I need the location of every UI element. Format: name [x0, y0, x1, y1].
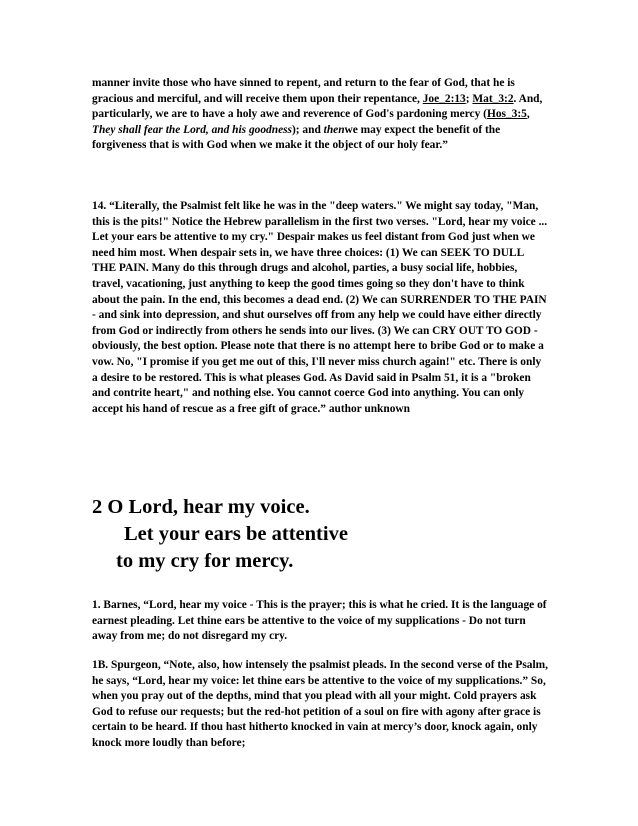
- verse-line-2: Let your ears be attentive: [124, 523, 348, 545]
- text-run: ;: [465, 92, 473, 105]
- verse-line-3: to my cry for mercy.: [116, 550, 294, 572]
- verse-line-1: 2 O Lord, hear my voice.: [92, 496, 310, 518]
- text-run: ); and: [292, 123, 324, 136]
- paragraph-continuation: [92, 76, 548, 154]
- paragraph-spurgeon: 1B. Spurgeon, “Note, also, how intensely the psalmist pleads. In the second verse of the Psalm, he says, “Lord, hear my voice: let thine ears be attentive to the voice of my supplications.” So, when you pray out of the depths, mind that you plead with all your might. Cold prayers ask God to refuse our requests; but the red-hot petition of a soul on fire with agony after grace is certain to be heard. If thou hast hitherto knocked in vain at mercy’s door, knock again, only knock more loudly than before;: [92, 659, 548, 749]
- italic-word: then: [323, 123, 345, 136]
- scripture-link-matthew[interactable]: Mat_3:2: [472, 92, 514, 105]
- paragraph-14-author-unknown: 14. “Literally, the Psalmist felt like he was in the "deep waters." We might say today, "Man, this is the pits!" Notice the Hebrew parallelism in the first two verses. "Lord, hear my voice ... Let your ears be attentive to my cry." Despair makes us feel distant from God just when we need him most. When despair sets in, we have three choices: (1) We can SEEK TO DULL THE PAIN. Many do this through drugs and alcohol, parties, a busy social life, hobbies, travel, vacationing, just anything to keep the good times going so they don't have to think about the pain. In the end, this becomes a dead end. (2) We can SURRENDER TO THE PAIN - and sink into depression, and shut ourselves off from any help we could have either directly from God or indirectly from others he sends into our lives. (3) We can CRY OUT TO GOD - obviously, the best option. Please note that there is no attempt here to bribe God or to make a vow. No, "I promise if you get me out of this, I'll never miss church again!" etc. There is only a desire to be restored. This is what pleases God. As David said in Psalm 51, it is a "broken and contrite heart," and nothing else. You cannot coerce God into anything. You can only accept his hand of rescue as a free gift of grace.” author unknown: [92, 200, 548, 415]
- text-run: we may expect the benefit of the forgiveness that is with God when we make it the object of our holy fear.”: [92, 123, 501, 152]
- paragraph-barnes: 1. Barnes, “Lord, hear my voice - This is the prayer; this is what he cried. It is the language of earnest pleading. Let thine ears be attentive to the voice of my supplications - Do not turn away from me; do not disregard my cry.: [92, 599, 547, 643]
- scripture-link-joel[interactable]: Joe_2:13: [422, 92, 466, 105]
- text-run: manner invite those who have sinned to repent, and return to the fear of God, that he is gracious and merciful, and will receive them upon their repentance,: [92, 77, 515, 105]
- text-run: ,: [526, 108, 530, 121]
- verse-heading: [92, 494, 552, 575]
- scripture-link-hosea[interactable]: Hos_3:5: [486, 108, 527, 121]
- italic-quote: They shall fear the Lord, and his goodness: [92, 123, 292, 136]
- text-run: . And, particularly, we are to have a holy awe and reverence of God's pardoning mercy (: [92, 92, 543, 121]
